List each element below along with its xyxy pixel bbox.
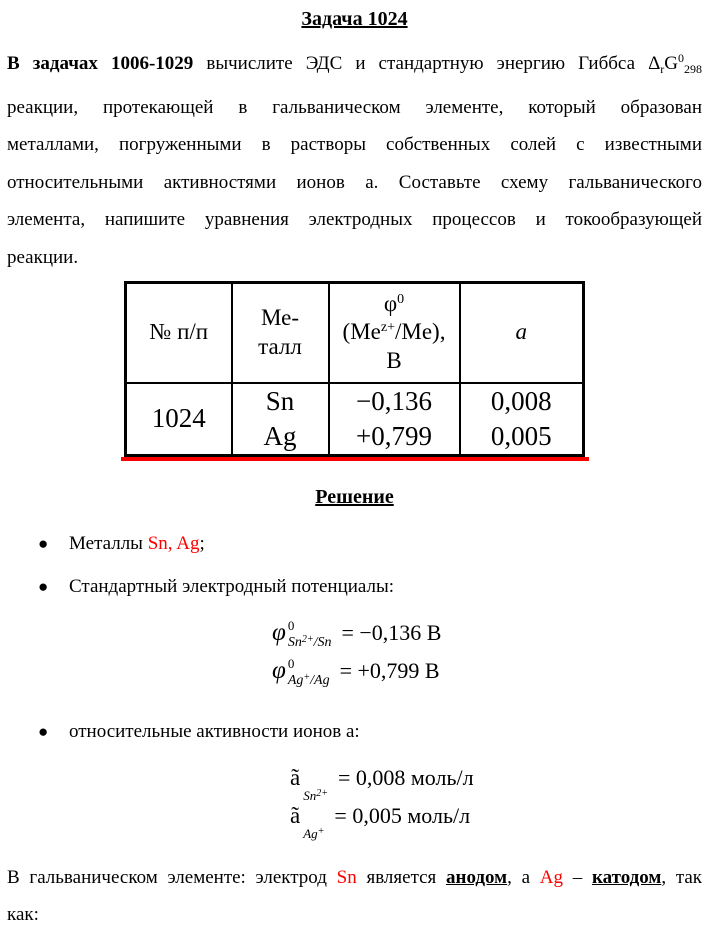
conclusion-sn-red: Sn bbox=[336, 866, 357, 888]
phi-sup: 0 bbox=[397, 291, 405, 307]
phi-sn-sub bbox=[288, 635, 332, 650]
intro-line1-text: вычислите ЭДС и стандартную энергию Гиббса bbox=[193, 53, 649, 74]
me-ion-sup: z+ bbox=[380, 320, 395, 336]
conclusion-ag-red: Ag bbox=[539, 866, 563, 888]
page-title-text: Задача 1024 bbox=[301, 8, 408, 30]
cell-potentials bbox=[329, 383, 460, 456]
conclusion-dash: – bbox=[562, 866, 592, 888]
phi-ag-sup: 0 bbox=[287, 656, 295, 672]
phi-ag-ion: + bbox=[303, 672, 311, 684]
cell-activity-2: 0,005 bbox=[490, 420, 552, 451]
header-metal-line2: талл bbox=[258, 333, 302, 359]
a-ag-value: = 0,005 моль/л bbox=[334, 802, 471, 828]
conclusion-line-1 bbox=[7, 859, 702, 897]
a-sn-value: = 0,008 моль/л bbox=[337, 764, 474, 790]
bullet-dot: ● bbox=[38, 533, 49, 553]
gibbs-sub-r: r bbox=[660, 62, 665, 76]
conclusion-anode: анодом bbox=[446, 866, 508, 888]
gibbs-formula bbox=[648, 53, 702, 74]
phi-symbol: φ bbox=[383, 290, 398, 316]
bullet-metals-text bbox=[69, 532, 205, 556]
page-title bbox=[7, 8, 702, 31]
conclusion-pre: В гальваническом элементе: электрод bbox=[7, 866, 337, 888]
phi-sn-supsub bbox=[288, 619, 332, 650]
conclusion-mid1: является bbox=[356, 866, 447, 888]
gibbs-G: G bbox=[664, 53, 679, 74]
me-close: /Me), bbox=[394, 319, 446, 345]
intro-line-5: элемента, напишите уравнения электродных процессов и токообразующей bbox=[7, 209, 702, 230]
intro-line-6: реакции. bbox=[7, 246, 79, 268]
a-tilde-symbol: ã bbox=[290, 764, 301, 790]
phi-sn-sub-post: /Sn bbox=[313, 635, 332, 651]
conclusion-cathode: катодом bbox=[591, 866, 662, 888]
phi-sn-ion: 2+ bbox=[301, 634, 314, 646]
bullet-potentials bbox=[7, 575, 702, 599]
gibbs-delta: Δ bbox=[648, 53, 661, 74]
intro-line-4: относительными активностями ионов а. Составьте схему гальванического bbox=[7, 171, 702, 193]
phi-symbol: φ bbox=[272, 656, 286, 684]
bullet-dot: ● bbox=[38, 576, 49, 596]
phi-ag-sub bbox=[288, 673, 330, 688]
cell-potential-2: +0,799 bbox=[356, 420, 432, 451]
bullet-activities bbox=[7, 720, 702, 744]
solution-heading-text: Решение bbox=[315, 485, 394, 508]
phi-symbol: φ bbox=[272, 618, 286, 646]
header-number: № п/п bbox=[126, 283, 232, 383]
bullet-dot: ● bbox=[38, 721, 49, 741]
bullet-metals-post: ; bbox=[199, 532, 205, 554]
table-row bbox=[126, 383, 584, 456]
a-tilde-symbol: ã bbox=[290, 802, 301, 828]
formula-a-sn bbox=[290, 759, 702, 803]
bullet-metals-red: Sn, Ag bbox=[147, 532, 200, 554]
document-page bbox=[0, 8, 709, 934]
formula-phi-sn bbox=[272, 614, 702, 652]
gibbs-sup-0: 0 bbox=[678, 51, 685, 65]
phi-sn-sup: 0 bbox=[287, 618, 295, 634]
header-potential-line2 bbox=[330, 318, 459, 347]
cell-activity-1: 0,008 bbox=[490, 385, 552, 416]
bullet-activities-text: относительные активности ионов а: bbox=[69, 720, 360, 742]
a-ag-ion: + bbox=[317, 825, 325, 837]
a-ag-sub-pre: Ag bbox=[303, 825, 318, 841]
a-sn-sub-pre: Sn bbox=[303, 787, 317, 803]
potential-formulas bbox=[7, 614, 702, 690]
gibbs-sub-298: 298 bbox=[684, 62, 703, 76]
bullet-metals bbox=[7, 532, 702, 556]
formula-phi-ag bbox=[272, 652, 702, 690]
red-underline bbox=[121, 457, 589, 461]
phi-ag-supsub bbox=[288, 657, 330, 688]
phi-sn-value: = −0,136 В bbox=[341, 619, 442, 645]
me-open: (Me bbox=[342, 319, 381, 345]
a-sn-ion: 2+ bbox=[316, 787, 328, 799]
conclusion-line-2: как: bbox=[7, 904, 39, 926]
bullet-potentials-text: Стандартный электродный потенциалы: bbox=[69, 575, 395, 597]
cell-metals bbox=[232, 383, 329, 456]
cell-metal-1: Sn bbox=[265, 385, 295, 416]
data-table bbox=[124, 281, 585, 457]
table-header-row bbox=[126, 283, 584, 383]
cell-activities bbox=[460, 383, 584, 456]
header-metal bbox=[232, 283, 329, 383]
cell-number: 1024 bbox=[126, 383, 232, 456]
header-activity: a bbox=[460, 283, 584, 383]
phi-ag-sub-post: /Ag bbox=[310, 673, 330, 689]
conclusion-mid2: , а bbox=[507, 866, 540, 888]
intro-bold-range: В задачах 1006-1029 bbox=[7, 53, 194, 74]
intro-line-2: реакции, протекающей в гальваническом элементе, который образован bbox=[7, 96, 702, 118]
header-metal-line1: Ме- bbox=[260, 305, 299, 330]
activity-formulas bbox=[7, 759, 702, 841]
cell-potential-1: −0,136 bbox=[356, 385, 432, 416]
header-potential-line1 bbox=[330, 290, 459, 319]
conclusion-post: , так bbox=[661, 866, 703, 888]
a-ag-sub bbox=[303, 826, 324, 842]
phi-ag-sub-pre: Ag bbox=[287, 673, 304, 689]
conclusion-paragraph bbox=[7, 859, 702, 934]
bullet-metals-pre: Металлы bbox=[69, 532, 148, 554]
formula-a-ag bbox=[290, 797, 702, 841]
header-potential-unit: В bbox=[386, 348, 402, 374]
cell-metal-2: Ag bbox=[263, 420, 297, 451]
phi-ag-value: = +0,799 В bbox=[339, 657, 440, 683]
intro-paragraph bbox=[7, 40, 702, 276]
intro-line-1 bbox=[7, 40, 702, 89]
data-table-wrapper bbox=[7, 281, 702, 461]
phi-sn-sub-pre: Sn bbox=[287, 635, 302, 651]
intro-line-3: металлами, погруженными в растворы собственных солей с известными bbox=[7, 134, 702, 155]
header-potential bbox=[329, 283, 460, 383]
solution-heading bbox=[7, 486, 702, 509]
a-sn-sub bbox=[303, 788, 328, 804]
